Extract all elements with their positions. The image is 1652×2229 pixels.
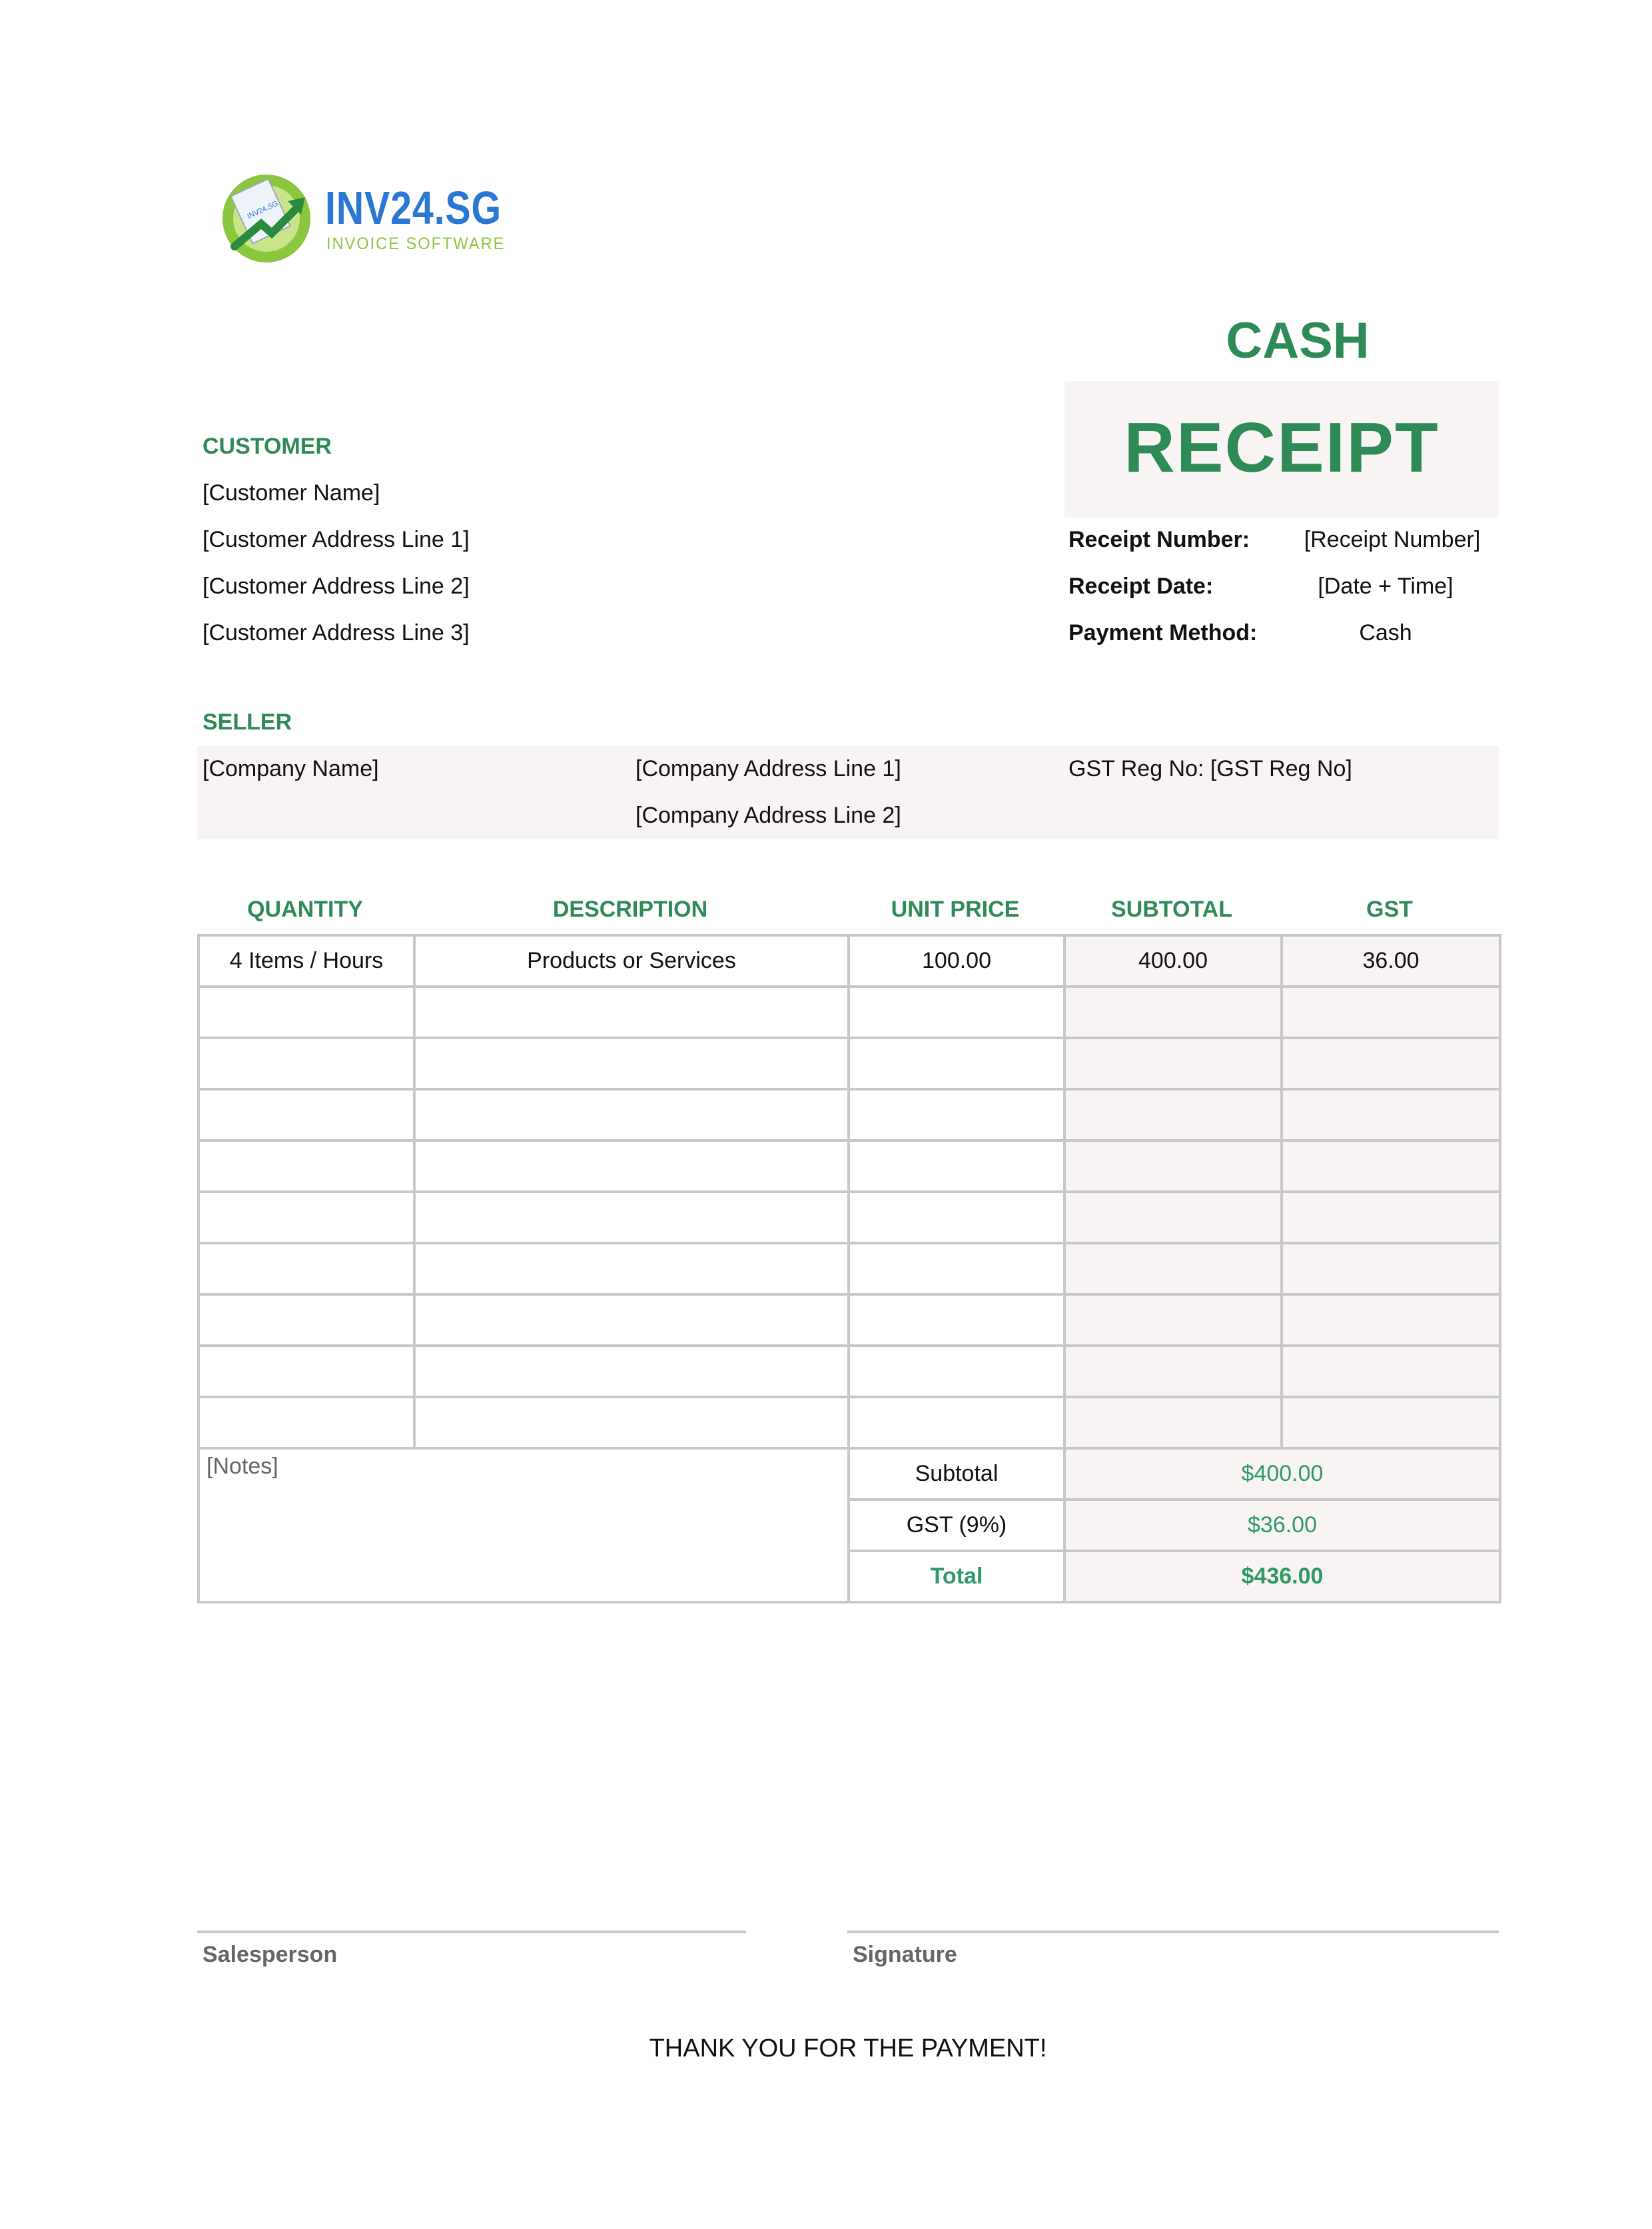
customer-address-2: [Customer Address Line 2]	[203, 574, 470, 599]
items-table	[197, 934, 1501, 1603]
table-row	[199, 1192, 1500, 1243]
empty-cell	[1282, 1038, 1500, 1089]
receipt-number-value: [Receipt Number]	[1304, 527, 1481, 552]
cell-gst: 36.00	[1282, 935, 1500, 987]
empty-cell	[1064, 1346, 1282, 1397]
empty-cell	[199, 1089, 414, 1140]
empty-cell	[849, 1243, 1064, 1294]
header-subtotal: SUBTOTAL	[1111, 897, 1232, 922]
notes-cell: [Notes]	[199, 1448, 849, 1602]
footer-thank-you: THANK YOU FOR THE PAYMENT!	[649, 2034, 1047, 2062]
empty-cell	[1064, 1089, 1282, 1140]
salesperson-line	[197, 1931, 746, 1933]
empty-cell	[199, 1038, 414, 1089]
header-unit-price: UNIT PRICE	[891, 897, 1020, 922]
empty-cell	[1064, 987, 1282, 1038]
empty-cell	[414, 1397, 849, 1448]
empty-cell	[414, 1140, 849, 1192]
empty-cell	[849, 1397, 1064, 1448]
customer-heading: CUSTOMER	[203, 434, 332, 459]
title-receipt: RECEIPT	[1124, 408, 1440, 487]
cell-description: Products or Services	[414, 935, 849, 987]
table-row	[199, 1089, 1500, 1140]
empty-cell	[1282, 1346, 1500, 1397]
table-row	[199, 935, 1500, 987]
empty-cell	[199, 1140, 414, 1192]
table-row	[199, 1038, 1500, 1089]
empty-cell	[1282, 1397, 1500, 1448]
empty-cell	[849, 1346, 1064, 1397]
receipt-date-value: [Date + Time]	[1318, 574, 1453, 599]
empty-cell	[199, 1243, 414, 1294]
title-cash: CASH	[1226, 312, 1370, 369]
empty-cell	[199, 1397, 414, 1448]
empty-cell	[199, 1346, 414, 1397]
seller-heading: SELLER	[203, 709, 292, 735]
empty-cell	[1282, 987, 1500, 1038]
payment-method-label: Payment Method:	[1068, 620, 1258, 646]
header-quantity: QUANTITY	[247, 897, 363, 922]
empty-cell	[849, 1038, 1064, 1089]
empty-cell	[414, 1243, 849, 1294]
cell-unit-price: 100.00	[849, 935, 1064, 987]
seller-company-name: [Company Name]	[203, 756, 379, 781]
logo-name: INV24.SG	[325, 182, 502, 234]
empty-cell	[199, 1192, 414, 1243]
gst-value: $36.00	[1064, 1500, 1500, 1551]
table-row	[199, 1243, 1500, 1294]
header-gst: GST	[1366, 897, 1413, 922]
cell-quantity: 4 Items / Hours	[199, 935, 414, 987]
empty-cell	[1064, 1140, 1282, 1192]
total-value: $436.00	[1064, 1551, 1500, 1602]
table-row	[199, 1140, 1500, 1192]
empty-cell	[414, 1192, 849, 1243]
receipt-number-label: Receipt Number:	[1068, 527, 1250, 552]
empty-cell	[1282, 1243, 1500, 1294]
customer-address-3: [Customer Address Line 3]	[203, 620, 470, 646]
signature-line	[847, 1931, 1499, 1933]
customer-name: [Customer Name]	[203, 480, 380, 506]
empty-cell	[1282, 1192, 1500, 1243]
salesperson-label: Salesperson	[203, 1942, 338, 1967]
seller-address-1: [Company Address Line 1]	[635, 756, 901, 781]
empty-cell	[1064, 1397, 1282, 1448]
empty-cell	[414, 987, 849, 1038]
empty-cell	[199, 987, 414, 1038]
table-row	[199, 1346, 1500, 1397]
cell-subtotal: 400.00	[1064, 935, 1282, 987]
totals-row-subtotal	[199, 1448, 1500, 1500]
empty-cell	[1064, 1243, 1282, 1294]
empty-cell	[849, 1089, 1064, 1140]
empty-cell	[849, 987, 1064, 1038]
total-label: Total	[849, 1551, 1064, 1602]
table-row	[199, 1397, 1500, 1448]
empty-cell	[1064, 1192, 1282, 1243]
customer-address-1: [Customer Address Line 1]	[203, 527, 470, 552]
table-row	[199, 1294, 1500, 1346]
table-row	[199, 987, 1500, 1038]
subtotal-label: Subtotal	[849, 1448, 1064, 1500]
seller-address-2: [Company Address Line 2]	[635, 803, 901, 828]
empty-cell	[1064, 1294, 1282, 1346]
empty-cell	[414, 1089, 849, 1140]
subtotal-value: $400.00	[1064, 1448, 1500, 1500]
empty-cell	[1282, 1294, 1500, 1346]
gst-label: GST (9%)	[849, 1500, 1064, 1551]
signature-label: Signature	[853, 1942, 957, 1967]
empty-cell	[1282, 1089, 1500, 1140]
empty-cell	[1282, 1140, 1500, 1192]
empty-cell	[199, 1294, 414, 1346]
empty-cell	[414, 1294, 849, 1346]
header-description: DESCRIPTION	[552, 897, 708, 922]
logo-tagline: INVOICE SOFTWARE	[326, 234, 506, 253]
empty-cell	[849, 1140, 1064, 1192]
seller-gst-reg: GST Reg No: [GST Reg No]	[1068, 756, 1352, 781]
empty-cell	[414, 1346, 849, 1397]
receipt-date-label: Receipt Date:	[1068, 574, 1214, 599]
empty-cell	[849, 1294, 1064, 1346]
empty-cell	[849, 1192, 1064, 1243]
empty-cell	[414, 1038, 849, 1089]
svg-text:INV24.SG: INV24.SG	[246, 199, 280, 221]
payment-method-value: Cash	[1359, 620, 1412, 646]
empty-cell	[1064, 1038, 1282, 1089]
logo-icon	[220, 172, 320, 265]
